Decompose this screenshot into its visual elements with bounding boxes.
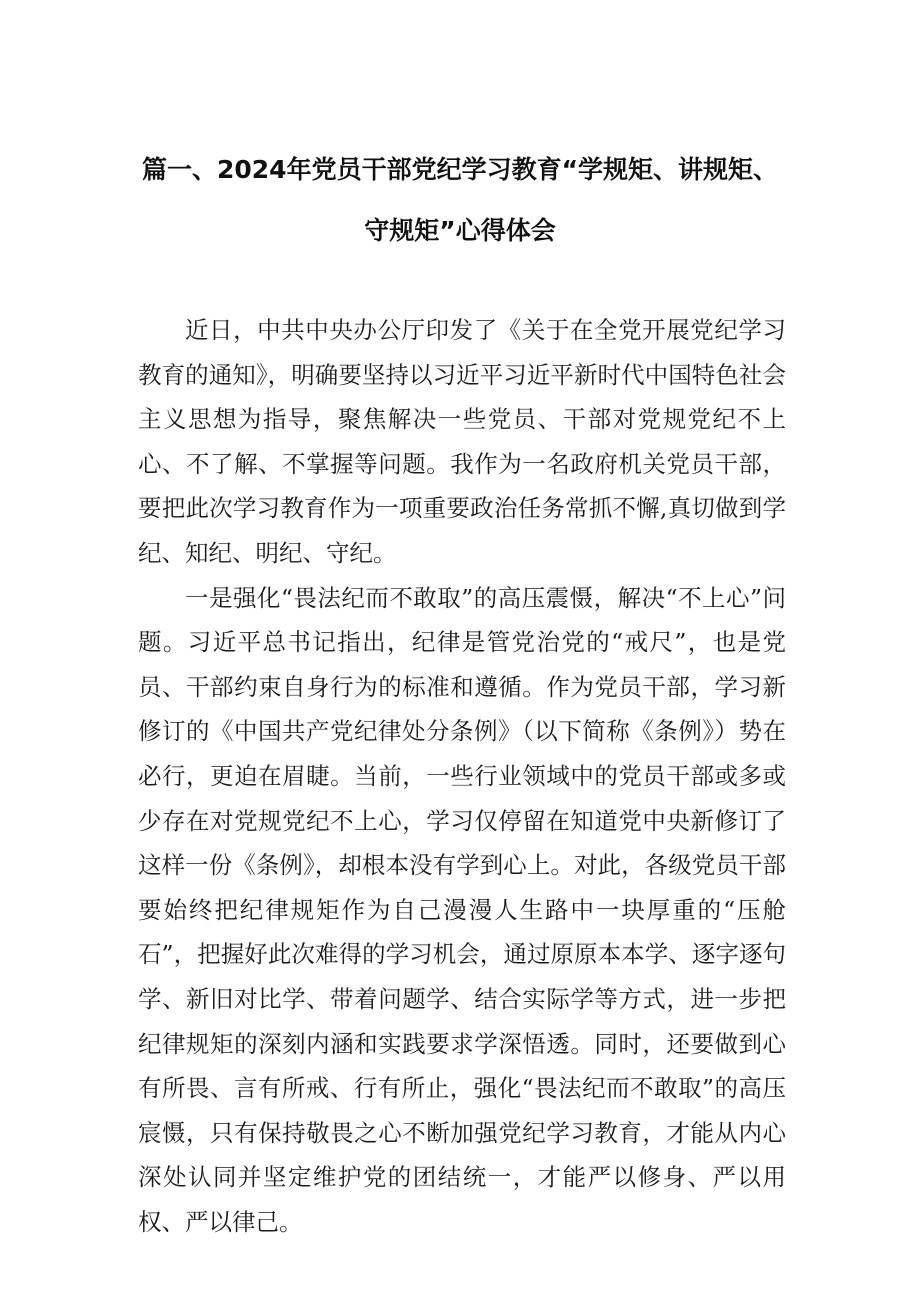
paragraph-intro: 近日，中共中央办公厅印发了《关于在全党开展党纪学习教育的通知》，明确要坚持以习近平习近平新时代中国特色社会主义思想为指导，聚焦解决一些党员、干部对党规党纪不上心、不了解、不掌握等问题。我作为一名政府机关党员干部，要把此次学习教育作为一项重要政治任务常抓不懈,真切做到学纪、知纪、明纪、守纪。 [138, 316, 786, 567]
paragraph-point-one: 一是强化“畏法纪而不敢取”的高压震慑，解决“不上心”问题。习近平总书记指出，纪律是管党治党的“戒尺”，也是党员、干部约束自身行为的标准和遵循。作为党员干部，学习新修订的《中国共产党纪律处分条例》（以下简称《条例》）势在必行，更迫在眉睫。当前，一些行业领域中的党员干部或多或少存在对党规党纪不上心，学习仅停留在知道党中央新修订了这样一份《条例》，却根本没有学到心上。对此，各级党员干部要始终把纪律规矩作为自己漫漫人生路中一块厚重的“压舱石”，把握好此次难得的学习机会，通过原原本本学、逐字逐句学、新旧对比学、带着问题学、结合实际学等方式，进一步把纪律规矩的深刻内涵和实践要求学深悟透。同时，还要做到心有所畏、言有所戒、行有所止，强化“畏法纪而不敢取”的高压宸慑，只有保持敬畏之心不断加强党纪学习教育，才能从内心深处认同并坚定维护党的团结统一，才能严以修身、严以用权、严以律己。 [138, 583, 786, 1236]
document-title-line-2: 守规矩”心得体会 [364, 216, 556, 245]
document-body [138, 308, 786, 1244]
document-title-line-1: 篇一、2024年党员干部党纪学习教育“学规矩、讲规矩、 [141, 155, 778, 184]
